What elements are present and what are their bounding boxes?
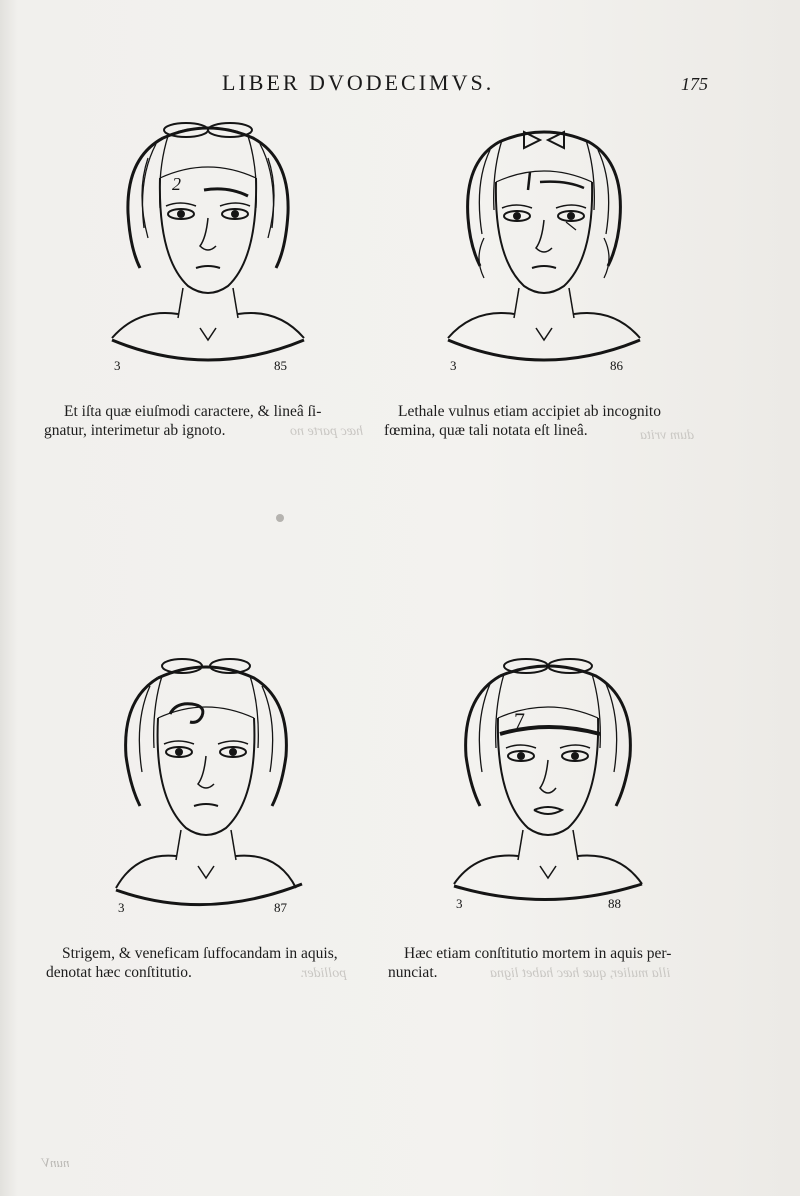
running-title: LIBER DVODECIMVS. <box>222 70 495 95</box>
woodcut-plate-2 <box>444 118 644 380</box>
page-header <box>0 70 800 104</box>
forehead-mark: 7 <box>514 708 525 733</box>
caption-line: denotat hæc conſtitutio. <box>46 964 192 981</box>
plate-label-right: 87 <box>274 900 287 915</box>
caption-2 <box>384 402 738 440</box>
caption-line: Strigem, & veneficam ſuffocandam in aquis, <box>62 945 338 962</box>
show-through-text: illa mulier, quæ hæc habet ligna <box>490 966 671 981</box>
caption-line: Hæc etiam conſtitutio mortem in aquis per- <box>404 945 672 962</box>
caption-line: Lethale vulnus etiam accipiet ab incognito <box>398 403 661 420</box>
caption-line: Et iſta quæ eiuſmodi caractere, & lineâ ſi- <box>64 403 322 420</box>
portrait-woodcut <box>108 118 308 380</box>
plate-label-left: 3 <box>114 358 121 373</box>
woodcut-plate-4 <box>448 652 648 918</box>
page-number: 175 <box>681 74 708 94</box>
portrait-woodcut <box>448 652 648 918</box>
show-through-text: nunV <box>42 1155 70 1170</box>
forehead-mark: 2 <box>172 174 181 194</box>
portrait-woodcut <box>106 652 306 918</box>
show-through-text: hæc parte no <box>290 424 364 439</box>
caption-3 <box>46 944 402 982</box>
plate-label-right: 85 <box>274 358 287 373</box>
plate-label-right: 88 <box>608 896 621 911</box>
show-through-text: dum vrita <box>640 428 695 443</box>
plate-label-left: 3 <box>450 358 457 373</box>
caption-line: nunciat. <box>388 964 438 981</box>
plate-label-left: 3 <box>456 896 463 911</box>
caption-line: gnatur, interimetur ab ignoto. <box>44 422 226 439</box>
paper-spot <box>276 514 284 522</box>
plate-label-left: 3 <box>118 900 125 915</box>
caption-1 <box>44 402 382 440</box>
woodcut-plate-3 <box>106 652 306 918</box>
woodcut-plate-1 <box>108 118 308 380</box>
plate-label-right: 86 <box>610 358 623 373</box>
caption-4 <box>388 944 744 982</box>
show-through-text: pollider. <box>300 966 347 981</box>
caption-line: fœmina, quæ tali notata eſt lineâ. <box>384 422 588 439</box>
portrait-woodcut <box>444 118 644 380</box>
